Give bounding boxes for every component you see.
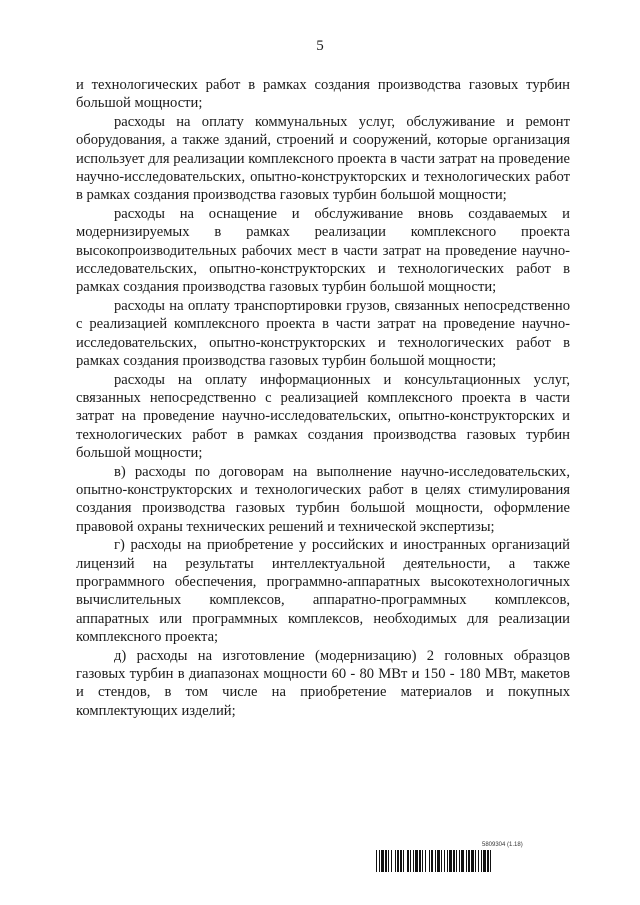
paragraph-item-v: в) расходы по договорам на выполнение научно-исследовательских, опытно-конструкторских и технологических работ в целях стимулирования создания производства газовых турбин большой мощности, оформление правовой охраны технических решений и технической экспертизы; [76, 463, 570, 535]
paragraph-item-d: д) расходы на изготовление (модернизацию) 2 головных образцов газовых турбин в диапазонах мощности 60 - 80 МВт и 150 - 180 МВт, макетов и стендов, в том числе на приобретение материалов и покупных комплектующих изделий; [76, 647, 570, 719]
paragraph-workplace-expenses: расходы на оснащение и обслуживание вновь создаваемых и модернизируемых в рамках реализации комплексного проекта высокопроизводительных рабочих мест в части затрат на проведение научно-исследовательских, опытно-конструкторских и технологических работ в рамках создания производства газовых турбин большой мощности; [76, 205, 570, 296]
barcode-bar [491, 850, 493, 872]
paragraph-utilities-expenses: расходы на оплату коммунальных услуг, обслуживание и ремонт оборудования, а также зданий, строений и сооружений, которые организация использует для реализации комплексного проекта в части затрат на проведение научно-исследовательских, опытно-конструкторских и технологических работ в рамках создания производства газовых турбин большой мощности; [76, 113, 570, 204]
page-number: 5 [316, 38, 324, 54]
paragraph-continuation: и технологических работ в рамках создания производства газовых турбин большой мощности; [76, 77, 570, 112]
paragraph-transport-expenses: расходы на оплату транспортировки грузов, связанных непосредственно с реализацией комплексного проекта в части затрат на проведение научно-исследовательских, опытно-конструкторских и технологических работ в рамках создания производства газовых турбин большой мощности; [76, 297, 570, 370]
paragraph-consulting-expenses: расходы на оплату информационных и консультационных услуг, связанных непосредственно с реализацией комплексного проекта в части затрат на проведение научно-исследовательских, опытно-конструкторских и технологических работ в рамках создания производства газовых турбин большой мощности; [76, 371, 570, 462]
document-code: 5809304 (1.18) [482, 842, 523, 848]
document-body [76, 76, 570, 720]
barcode [376, 850, 566, 872]
paragraph-item-g: г) расходы на приобретение у российских и иностранных организаций лицензий на результаты интеллектуальной деятельности, а также программного обеспечения, программно-аппаратных высокотехнологичных вычислительных комплексов, аппаратно-программных комплексов, аппаратных или программных комплексов, необходимых для реализации комплексного проекта; [76, 537, 570, 646]
